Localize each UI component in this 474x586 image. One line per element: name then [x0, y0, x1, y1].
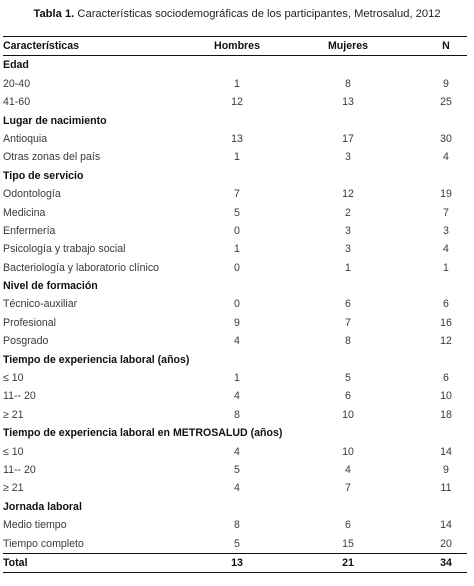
table-row	[3, 443, 467, 461]
n-value: 9	[443, 463, 449, 476]
table-row	[3, 204, 467, 222]
category-label: Jornada laboral	[3, 500, 82, 513]
women-value: 15	[342, 537, 354, 550]
category-row	[3, 277, 467, 295]
header-n: N	[442, 40, 450, 52]
women-value: 8	[345, 77, 351, 90]
n-value: 9	[443, 77, 449, 90]
men-value: 0	[234, 224, 240, 237]
n-value: 1	[443, 261, 449, 274]
category-label: Tiempo de experiencia laboral en METROSALUD (años)	[3, 427, 283, 440]
row-label: Enfermería	[3, 224, 56, 237]
row-label: 11-- 20	[3, 463, 36, 476]
table-row	[3, 130, 467, 148]
n-value: 14	[440, 519, 452, 532]
n-value: 30	[440, 132, 452, 145]
row-label: ≥ 21	[3, 408, 24, 421]
row-label: Antioquia	[3, 132, 48, 145]
women-value: 13	[342, 96, 354, 109]
men-value: 12	[231, 96, 243, 109]
header-characteristics: Características	[3, 40, 79, 52]
women-value: 7	[345, 316, 351, 329]
women-value: 1	[345, 261, 351, 274]
women-value: 6	[345, 519, 351, 532]
n-value: 11	[440, 482, 452, 495]
category-label: Lugar de nacimiento	[3, 114, 107, 127]
row-label: Otras zonas del país	[3, 151, 101, 164]
category-row	[3, 351, 467, 369]
table-row	[3, 295, 467, 313]
women-value: 5	[345, 372, 351, 385]
table-row	[3, 75, 467, 93]
women-value: 2	[345, 206, 351, 219]
header-men: Hombres	[214, 40, 260, 52]
men-value: 5	[234, 537, 240, 550]
table-row	[3, 185, 467, 203]
table-caption	[0, 8, 474, 20]
women-value: 10	[342, 445, 354, 458]
women-value: 3	[345, 243, 351, 256]
table-row	[3, 148, 467, 166]
women-value: 17	[342, 132, 354, 145]
n-value: 4	[443, 243, 449, 256]
men-value: 0	[234, 261, 240, 274]
table-row	[3, 332, 467, 350]
n-value: 10	[440, 390, 452, 403]
women-value: 8	[345, 335, 351, 348]
table-number: Tabla 1.	[33, 8, 75, 20]
row-label: Profesional	[3, 316, 56, 329]
category-label: Nivel de formación	[3, 280, 98, 293]
row-label: ≤ 10	[3, 445, 24, 458]
n-value: 3	[443, 224, 449, 237]
total-row	[3, 554, 467, 572]
row-label: ≥ 21	[3, 482, 24, 495]
table-row	[3, 461, 467, 479]
table-row	[3, 314, 467, 332]
table-title: Características sociodemográficas de los participantes, Metrosalud, 2012	[77, 8, 441, 20]
n-value: 6	[443, 298, 449, 311]
women-value: 7	[345, 482, 351, 495]
category-label: Tiempo de experiencia laboral (años)	[3, 353, 190, 366]
table-row	[3, 369, 467, 387]
men-value: 4	[234, 445, 240, 458]
women-value: 12	[342, 188, 354, 201]
men-value: 1	[234, 151, 240, 164]
men-value: 8	[234, 408, 240, 421]
row-label: Psicología y trabajo social	[3, 243, 126, 256]
n-value: 6	[443, 372, 449, 385]
men-value: 1	[234, 77, 240, 90]
row-label: 41-60	[3, 96, 31, 109]
men-value: 4	[234, 390, 240, 403]
n-value: 12	[440, 335, 452, 348]
row-label: Bacteriología y laboratorio clínico	[3, 261, 160, 274]
row-label: 20-40	[3, 77, 31, 90]
table-row	[3, 535, 467, 553]
category-label: Edad	[3, 59, 29, 72]
row-label: ≤ 10	[3, 372, 24, 385]
row-label: Odontología	[3, 188, 61, 201]
category-label: Tipo de servicio	[3, 169, 84, 182]
table-row	[3, 516, 467, 534]
table-row	[3, 479, 467, 497]
men-value: 4	[234, 335, 240, 348]
row-label: Tiempo completo	[3, 537, 84, 550]
row-label: Técnico-auxiliar	[3, 298, 78, 311]
total-men: 13	[231, 556, 243, 569]
row-label: Medio tiempo	[3, 519, 67, 532]
row-label: Medicina	[3, 206, 46, 219]
n-value: 18	[440, 408, 452, 421]
header-row	[3, 37, 467, 55]
women-value: 6	[345, 298, 351, 311]
n-value: 14	[440, 445, 452, 458]
category-row	[3, 112, 467, 130]
women-value: 10	[342, 408, 354, 421]
men-value: 1	[234, 372, 240, 385]
row-label: Posgrado	[3, 335, 49, 348]
table-row	[3, 240, 467, 258]
total-label: Total	[3, 556, 28, 569]
n-value: 19	[440, 188, 452, 201]
women-value: 3	[345, 151, 351, 164]
n-value: 4	[443, 151, 449, 164]
table-row	[3, 406, 467, 424]
men-value: 0	[234, 298, 240, 311]
table-row	[3, 93, 467, 111]
men-value: 5	[234, 463, 240, 476]
men-value: 5	[234, 206, 240, 219]
n-value: 20	[440, 537, 452, 550]
women-value: 3	[345, 224, 351, 237]
row-label: 11-- 20	[3, 390, 36, 403]
category-row	[3, 167, 467, 185]
men-value: 13	[231, 132, 243, 145]
table-body	[3, 56, 467, 553]
men-value: 8	[234, 519, 240, 532]
total-women: 21	[342, 556, 354, 569]
men-value: 9	[234, 316, 240, 329]
n-value: 16	[440, 316, 452, 329]
n-value: 25	[440, 96, 452, 109]
n-value: 7	[443, 206, 449, 219]
total-n: 34	[440, 556, 452, 569]
bottom-rule	[3, 572, 467, 573]
men-value: 7	[234, 188, 240, 201]
women-value: 4	[345, 463, 351, 476]
demographics-table	[3, 36, 467, 573]
men-value: 4	[234, 482, 240, 495]
table-row	[3, 259, 467, 277]
category-row	[3, 498, 467, 516]
men-value: 1	[234, 243, 240, 256]
header-women: Mujeres	[327, 40, 369, 52]
category-row	[3, 56, 467, 74]
table-row	[3, 387, 467, 405]
table-row	[3, 222, 467, 240]
women-value: 6	[345, 390, 351, 403]
category-row	[3, 424, 467, 442]
